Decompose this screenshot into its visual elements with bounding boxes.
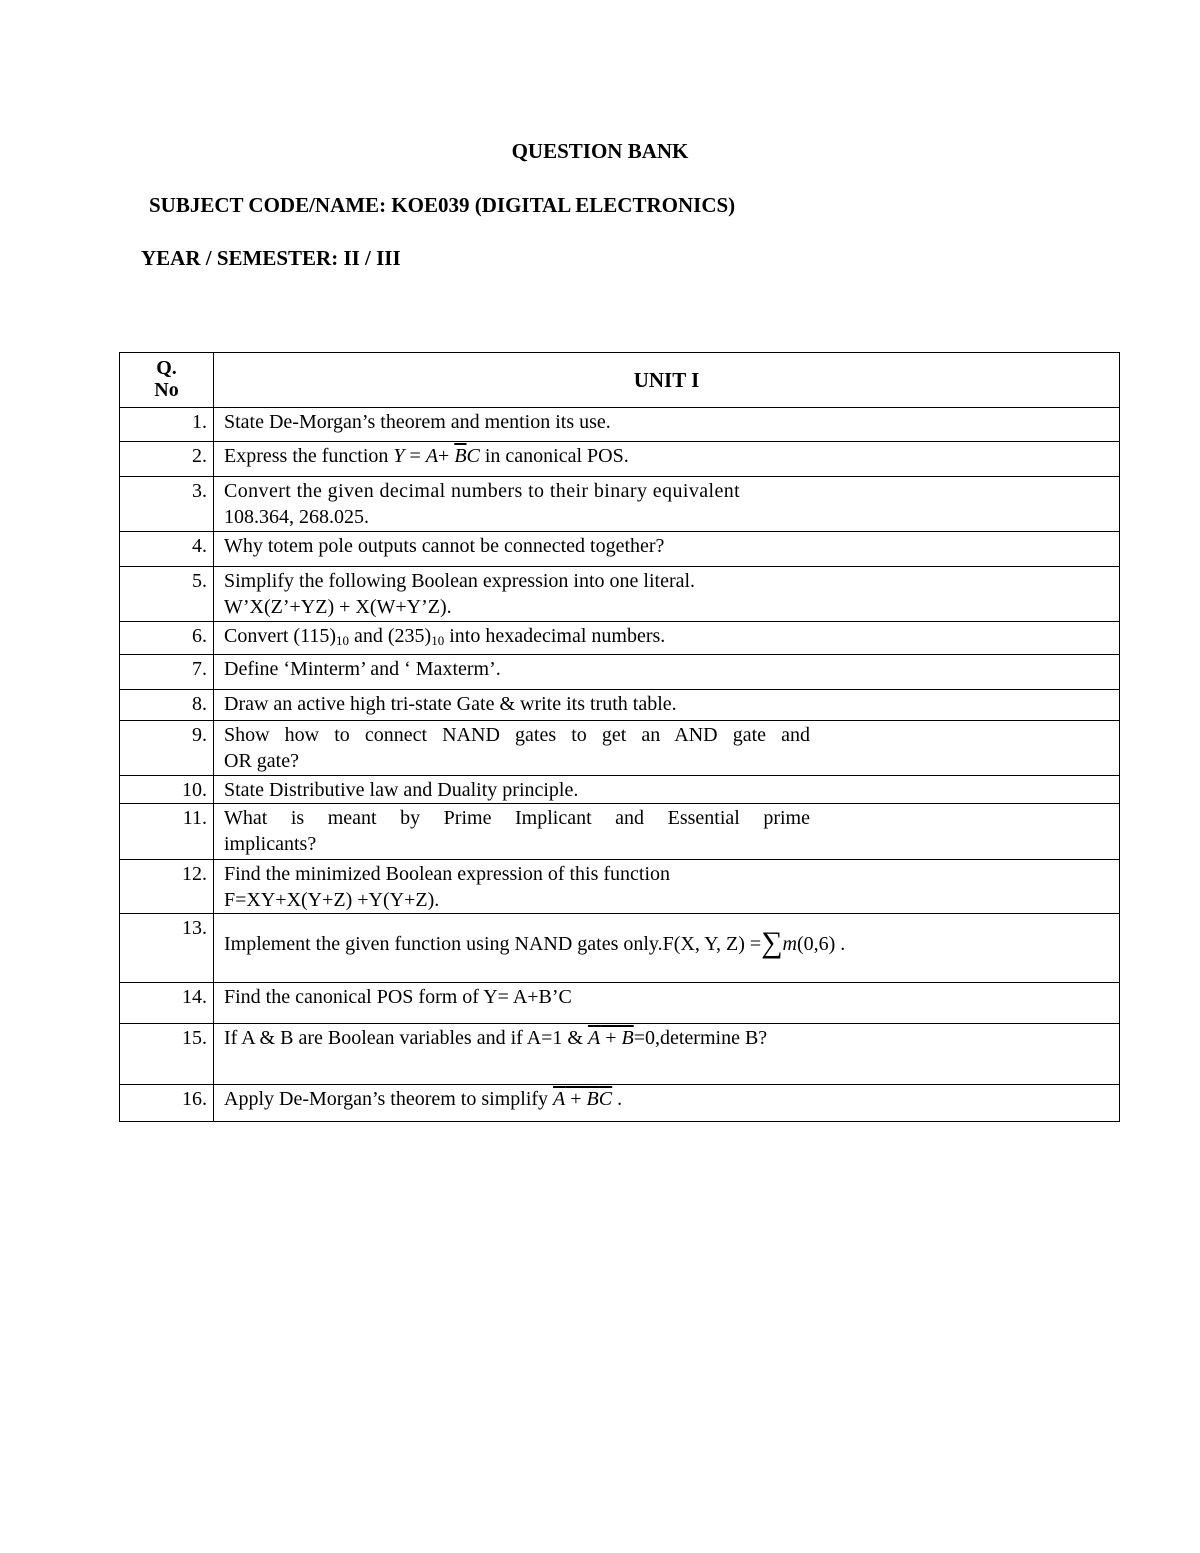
minterm-m: m — [782, 933, 797, 955]
table-row — [120, 567, 1120, 622]
question-number: 4. — [120, 532, 214, 567]
question-text — [214, 1085, 1120, 1122]
question-table — [119, 352, 1120, 1122]
question-text: Why totem pole outputs cannot be connected together? — [214, 532, 1120, 567]
table-row — [120, 477, 1120, 532]
question-number: 5. — [120, 567, 214, 622]
question-text-post: . — [612, 1088, 623, 1110]
question-text: Define ‘Minterm’ and ‘ Maxterm’. — [214, 655, 1120, 690]
year-semester: YEAR / SEMESTER: II / III — [141, 246, 401, 270]
sigma-symbol: ∑ — [761, 926, 783, 959]
question-text-pre: Convert (115) — [224, 625, 337, 647]
question-number: 2. — [120, 442, 214, 477]
question-number: 13. — [120, 914, 214, 983]
question-number: 6. — [120, 622, 214, 655]
question-text — [214, 567, 1120, 622]
table-row — [120, 983, 1120, 1024]
equation-c-bar: C — [598, 1088, 613, 1110]
question-text — [214, 477, 1120, 532]
question-text: Draw an active high tri-state Gate & write its truth table. — [214, 690, 1120, 721]
table-row — [120, 622, 1120, 655]
column-header-qno — [120, 353, 214, 408]
equation-plus: + — [600, 1027, 622, 1049]
question-text-pre: If A & B are Boolean variables and if A=1 & — [224, 1027, 588, 1049]
question-text: Find the canonical POS form of Y= A+B’C — [214, 983, 1120, 1024]
question-number: 8. — [120, 690, 214, 721]
table-row — [120, 914, 1120, 983]
subscript-base: 10 — [431, 633, 445, 648]
equation-b-bar: $\overline{B}$ — [454, 445, 467, 467]
question-line-1: Find the minimized Boolean expression of this function — [224, 863, 671, 885]
question-number: 7. — [120, 655, 214, 690]
table-row — [120, 408, 1120, 442]
equation-b: B — [586, 1088, 599, 1110]
question-line-1: What is meant by Prime Implicant and Essential prime — [224, 807, 810, 829]
table-row — [120, 721, 1120, 776]
question-line-2: implicants? — [224, 833, 317, 855]
question-text-mid: and (235) — [349, 625, 432, 647]
equation-y: Y — [393, 445, 405, 467]
column-header-qno-line1: Q. — [156, 357, 177, 379]
question-text — [214, 622, 1120, 655]
question-text — [214, 721, 1120, 776]
question-text-post: in canonical POS. — [479, 445, 629, 467]
table-row — [120, 1085, 1120, 1122]
question-text-post: =0,determine B? — [633, 1027, 768, 1049]
question-line-1: Simplify the following Boolean expression into one literal. — [224, 570, 696, 592]
question-number: 14. — [120, 983, 214, 1024]
question-text-pre: Implement the given function using NAND gates only.F(X, Y, Z) = — [224, 933, 762, 955]
question-line-2: 108.364, 268.025. — [224, 506, 369, 528]
table-row — [120, 655, 1120, 690]
question-text — [214, 860, 1120, 914]
question-text-post: into hexadecimal numbers. — [444, 625, 666, 647]
question-text-pre: Apply De-Morgan’s theorem to simplify — [224, 1088, 554, 1110]
page-title: QUESTION BANK — [511, 139, 689, 163]
table-row — [120, 804, 1120, 860]
question-number: 1. — [120, 408, 214, 442]
equation-a: A — [553, 1088, 566, 1110]
table-row — [120, 776, 1120, 804]
question-text: State De-Morgan’s theorem and mention its use. — [214, 408, 1120, 442]
subject-code-name: SUBJECT CODE/NAME: KOE039 (DIGITAL ELECTRONICS) — [149, 193, 736, 217]
equation-b: B — [621, 1027, 634, 1049]
expression-overline — [588, 1027, 634, 1049]
question-number: 9. — [120, 721, 214, 776]
table-header-row — [120, 353, 1120, 408]
table-row — [120, 690, 1120, 721]
equation-plus: + — [438, 445, 455, 467]
question-text-post: (0,6) . — [796, 933, 846, 955]
question-text — [214, 804, 1120, 860]
question-number: 3. — [120, 477, 214, 532]
equation-equals: = — [404, 445, 426, 467]
question-number: 15. — [120, 1024, 214, 1085]
question-line-2: W’X(Z’+YZ) + X(W+Y’Z). — [224, 596, 452, 618]
question-text — [214, 442, 1120, 477]
table-row — [120, 532, 1120, 567]
question-number: 10. — [120, 776, 214, 804]
question-line-2: OR gate? — [224, 750, 299, 772]
question-text — [214, 914, 1120, 983]
question-line-2: F=XY+X(Y+Z) +Y(Y+Z). — [224, 889, 440, 911]
equation-a: A — [587, 1027, 601, 1049]
table-row — [120, 1024, 1120, 1085]
column-header-qno-line2: No — [154, 379, 179, 401]
equation-plus: + — [565, 1088, 587, 1110]
question-text: State Distributive law and Duality principle. — [214, 776, 1120, 804]
question-text-pre: Express the function — [224, 445, 394, 467]
unit-title: UNIT I — [214, 353, 1120, 408]
subscript-base: 10 — [336, 633, 350, 648]
question-number: 16. — [120, 1085, 214, 1122]
question-number: 12. — [120, 860, 214, 914]
table-row — [120, 442, 1120, 477]
equation-c: C — [466, 445, 480, 467]
expression-overline — [553, 1088, 612, 1110]
question-text — [214, 1024, 1120, 1085]
table-row — [120, 860, 1120, 914]
question-number: 11. — [120, 804, 214, 860]
question-line-1: Show how to connect NAND gates to get an AND gate and — [224, 724, 810, 746]
equation-a: A — [425, 445, 439, 467]
question-line-1: Convert the given decimal numbers to their binary equivalent — [224, 480, 741, 502]
